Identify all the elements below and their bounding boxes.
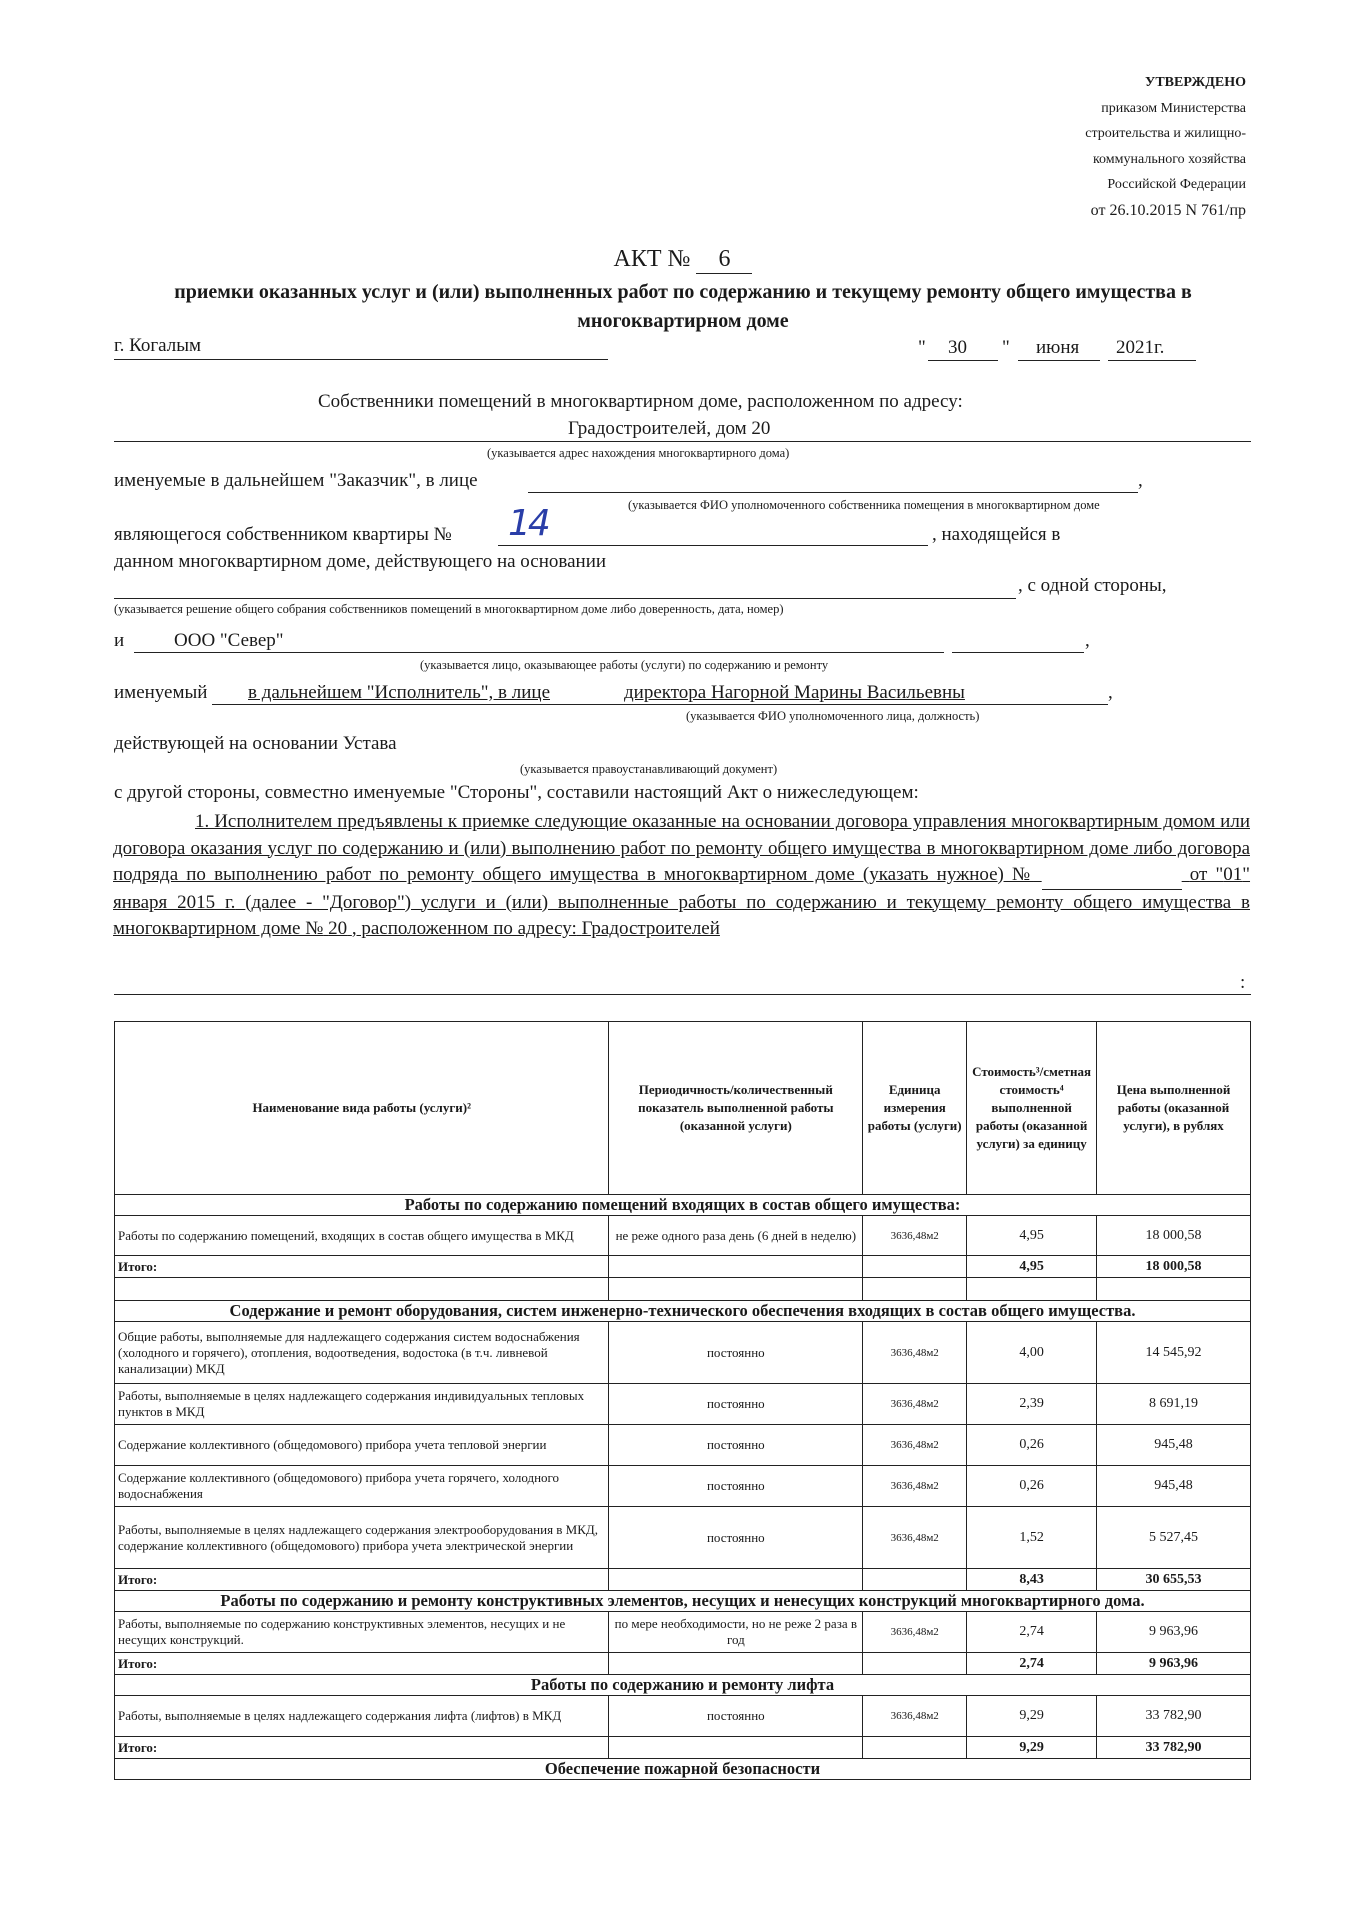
work-price: 18 000,58 — [1097, 1216, 1251, 1256]
header-cost: Стоимость³/сметная стоимость⁴ выполненной работы (оказанной услуги) за единицу — [967, 1022, 1097, 1195]
paragraph-1-part2: от " — [1189, 864, 1224, 885]
act-subtitle: приемки оказанных услуг и (или) выполненных работ по содержанию и текущему ремонту общего имущества в многоквартирном доме — [174, 281, 1192, 332]
executor-text: в дальнейшем "Исполнитель", в лице — [248, 682, 550, 703]
date-quote-open: " — [918, 337, 926, 358]
paragraph-1-part5: , расположенном по адресу: — [351, 918, 577, 939]
other-side-text: с другой стороны, совместно именуемые "Стороны", составили настоящий Акт о нижеследующем: — [114, 782, 919, 803]
total-label: Итого: — [115, 1653, 609, 1675]
act-title — [0, 246, 1366, 274]
located-text: , находящейся в — [932, 524, 1061, 545]
section-row — [115, 1195, 1251, 1216]
contractor-underline — [134, 652, 944, 653]
total-cost: 2,74 — [967, 1653, 1097, 1675]
contractor-underline-2 — [952, 652, 1084, 653]
table-row — [115, 1507, 1251, 1569]
contractor-name: ООО "Север" — [174, 630, 284, 651]
act-title-prefix: АКТ № — [613, 246, 691, 272]
date-day: 30 — [948, 337, 967, 358]
work-cost: 4,00 — [967, 1322, 1097, 1384]
approval-line: коммунального хозяйства — [1092, 151, 1246, 167]
work-cost: 1,52 — [967, 1507, 1097, 1569]
table-row — [115, 1696, 1251, 1737]
owner-apartment-text: являющегося собственником квартиры № — [114, 524, 452, 545]
approval-line: строительства и жилищно- — [1085, 126, 1246, 141]
date-year: 2021г. — [1116, 337, 1165, 358]
paragraph-1-part1: 1. Исполнителем предъявлены к приемке следующие оказанные на основании договора управления многоквартирным домом или договора оказания услуг по содержанию и (или) выполнению работ по ремонту общего имущества в многоквартирном доме либо договора подряда по выполнению работ по ремонту общего имущества в многоквартирном доме (указать нужное) № — [113, 811, 1250, 885]
street-name: Градостроителей — [581, 918, 720, 939]
work-name: Содержание коллективного (общедомового) прибора учета тепловой энергии — [115, 1425, 609, 1466]
date-year-underline — [1108, 360, 1196, 361]
total-price: 9 963,96 — [1097, 1653, 1251, 1675]
section-row — [115, 1759, 1251, 1780]
work-price: 9 963,96 — [1097, 1612, 1251, 1653]
work-periodicity: постоянно — [609, 1384, 863, 1425]
work-cost: 0,26 — [967, 1466, 1097, 1507]
work-name: Работы, выполняемые в целях надлежащего содержания индивидуальных тепловых пунктов в МКД — [115, 1384, 609, 1425]
owners-text: Собственники помещений в многоквартирном доме, расположенном по адресу: — [318, 391, 963, 412]
city: г. Когалым — [114, 335, 202, 356]
approval-date: от 26.10.2015 N 761/пр — [1090, 201, 1246, 219]
header-name: Наименование вида работы (услуги)² — [115, 1022, 609, 1195]
work-name: Работы, выполняемые в целях надлежащего содержания электрооборудования в МКД, содержание коллективного (общедомового) прибора учета электрической энергии — [115, 1507, 609, 1569]
executor-prefix: именуемый — [114, 682, 208, 703]
contract-day: 01 — [1223, 864, 1243, 885]
date-day-underline — [928, 360, 998, 361]
work-unit: 3636,48м2 — [863, 1425, 967, 1466]
work-periodicity: постоянно — [609, 1466, 863, 1507]
table-header-row — [115, 1022, 1251, 1195]
work-name: Работы, выполняемые по содержанию конструктивных элементов, несущих и не несущих конструкций. — [115, 1612, 609, 1653]
and-text: и — [114, 630, 125, 651]
paragraph-1-part3: " — [1242, 864, 1251, 885]
total-price: 18 000,58 — [1097, 1256, 1251, 1278]
table-row — [115, 1322, 1251, 1384]
work-cost: 9,29 — [967, 1696, 1097, 1737]
work-periodicity: постоянно — [609, 1507, 863, 1569]
one-side-text: , с одной стороны, — [1018, 575, 1167, 596]
apartment-number-handwritten: 14 — [508, 503, 548, 544]
approval-block — [900, 70, 1246, 223]
total-cost: 8,43 — [967, 1569, 1097, 1591]
total-row — [115, 1653, 1251, 1675]
customer-hint: (указывается ФИО уполномоченного собственника помещения в многоквартирном доме — [628, 498, 1100, 512]
address-hint: (указывается адрес нахождения многоквартирного дома) — [487, 446, 790, 460]
work-price: 14 545,92 — [1097, 1322, 1251, 1384]
work-cost: 2,39 — [967, 1384, 1097, 1425]
work-name: Содержание коллективного (общедомового) прибора учета горячего, холодного водоснабжения — [115, 1466, 609, 1507]
table-row — [115, 1384, 1251, 1425]
section-title: Работы по содержанию и ремонту лифта — [115, 1675, 1251, 1696]
header-unit: Единица измерения работы (услуги) — [863, 1022, 967, 1195]
work-unit: 3636,48м2 — [863, 1696, 967, 1737]
section-row — [115, 1301, 1251, 1322]
executor-underline — [212, 704, 1108, 705]
work-periodicity: постоянно — [609, 1696, 863, 1737]
basis-text: данном многоквартирном доме, действующего на основании — [114, 551, 607, 572]
acting-hint: (указывается правоустанавливающий документ) — [520, 762, 778, 776]
work-price: 945,48 — [1097, 1466, 1251, 1507]
work-unit: 3636,48м2 — [863, 1384, 967, 1425]
work-unit: 3636,48м2 — [863, 1216, 967, 1256]
work-unit: 3636,48м2 — [863, 1612, 967, 1653]
table-row — [115, 1216, 1251, 1256]
work-price: 5 527,45 — [1097, 1507, 1251, 1569]
house-address: Градостроителей, дом 20 — [568, 418, 771, 439]
total-row — [115, 1569, 1251, 1591]
work-periodicity: постоянно — [609, 1425, 863, 1466]
approval-line: приказом Министерства — [1101, 100, 1246, 116]
section-title: Обеспечение пожарной безопасности — [115, 1759, 1251, 1780]
paragraph-end-underline — [114, 994, 1251, 995]
work-unit: 3636,48м2 — [863, 1466, 967, 1507]
work-periodicity: не реже одного раза день (6 дней в неделю) — [609, 1216, 863, 1256]
table-row — [115, 1425, 1251, 1466]
section-title: Содержание и ремонт оборудования, систем инженерно-технического обеспечения входящих в состав общего имущества. — [115, 1301, 1251, 1322]
work-cost: 0,26 — [967, 1425, 1097, 1466]
date-month-underline — [1018, 360, 1100, 361]
total-row — [115, 1737, 1251, 1759]
act-number: 6 — [696, 246, 752, 274]
work-name: Общие работы, выполняемые для надлежащего содержания систем водоснабжения (холодного и горячего), отопления, водоотведения, водостока (в т.ч. ливневой канализации) МКД — [115, 1322, 609, 1384]
section-row — [115, 1675, 1251, 1696]
works-table — [114, 1021, 1251, 1780]
work-name: Работы, выполняемые в целях надлежащего содержания лифта (лифтов) в МКД — [115, 1696, 609, 1737]
header-periodicity: Периодичность/количественный показатель выполненной работы (оказанной услуги) — [609, 1022, 863, 1195]
executor-comma: , — [1108, 682, 1113, 703]
work-unit: 3636,48м2 — [863, 1507, 967, 1569]
paragraph-end-mark: : — [1240, 972, 1246, 993]
work-cost: 2,74 — [967, 1612, 1097, 1653]
work-cost: 4,95 — [967, 1216, 1097, 1256]
house-number: 20 — [328, 918, 348, 939]
basis-underline — [114, 598, 1016, 599]
apartment-underline — [498, 545, 928, 546]
table-row — [115, 1612, 1251, 1653]
total-cost: 4,95 — [967, 1256, 1097, 1278]
total-cost: 9,29 — [967, 1737, 1097, 1759]
total-price: 33 782,90 — [1097, 1737, 1251, 1759]
total-label: Итого: — [115, 1256, 609, 1278]
total-label: Итого: — [115, 1737, 609, 1759]
contractor-comma: , — [1085, 630, 1090, 651]
paragraph-1 — [113, 809, 1250, 943]
work-price: 945,48 — [1097, 1425, 1251, 1466]
customer-underline — [528, 492, 1138, 493]
paragraph-1-part4: (далее - "Договор") услуги и (или) выполненные работы по содержанию и текущему ремонту общего имущества в многоквартирном доме № — [113, 891, 1251, 939]
customer-text: именуемые в дальнейшем "Заказчик", в лице — [114, 470, 478, 491]
date-month: июня — [1036, 337, 1080, 358]
total-price: 30 655,53 — [1097, 1569, 1251, 1591]
director-name: директора Нагорной Марины Васильевны — [624, 682, 965, 703]
header-price: Цена выполненной работы (оказанной услуги), в рублях — [1097, 1022, 1251, 1195]
work-unit: 3636,48м2 — [863, 1322, 967, 1384]
total-label: Итого: — [115, 1569, 609, 1591]
total-row — [115, 1256, 1251, 1278]
empty-row — [115, 1278, 1251, 1301]
section-title: Работы по содержанию помещений входящих в состав общего имущества: — [115, 1195, 1251, 1216]
work-periodicity: по мере необходимости, но не реже 2 раза в год — [609, 1612, 863, 1653]
contract-number-blank — [1042, 862, 1182, 890]
date-quote-close: " — [1002, 337, 1010, 358]
approval-heading: УТВЕРЖДЕНО — [1145, 75, 1246, 90]
work-price: 33 782,90 — [1097, 1696, 1251, 1737]
contract-month-year: января 2015 г. — [113, 891, 236, 913]
work-price: 8 691,19 — [1097, 1384, 1251, 1425]
address-underline — [114, 441, 1251, 442]
work-name: Работы по содержанию помещений, входящих в состав общего имущества в МКД — [115, 1216, 609, 1256]
table-row — [115, 1466, 1251, 1507]
city-underline — [114, 359, 608, 360]
section-row — [115, 1591, 1251, 1612]
contractor-hint: (указывается лицо, оказывающее работы (услуги) по содержанию и ремонту — [420, 658, 829, 672]
basis-hint: (указывается решение общего собрания собственников помещений в многоквартирном доме либо доверенность, дата, номер) — [114, 602, 784, 616]
work-periodicity: постоянно — [609, 1322, 863, 1384]
customer-comma: , — [1138, 470, 1143, 491]
approval-line: Российской Федерации — [1107, 177, 1246, 192]
executor-hint: (указывается ФИО уполномоченного лица, должность) — [686, 709, 980, 723]
acting-text: действующей на основании Устава — [114, 733, 397, 754]
section-title: Работы по содержанию и ремонту конструктивных элементов, несущих и ненесущих конструкций многоквартирного дома. — [115, 1591, 1251, 1612]
